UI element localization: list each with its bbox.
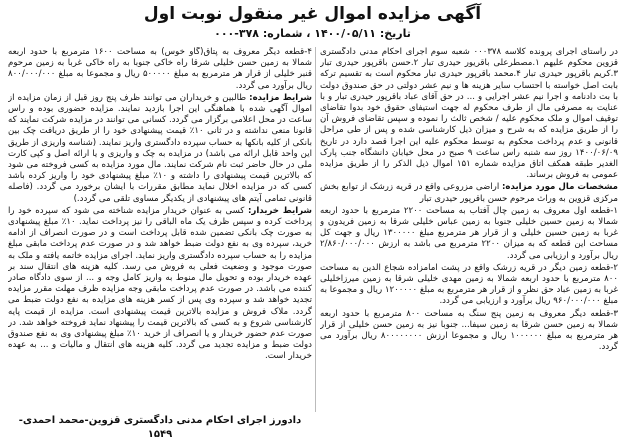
buyer-text: کسی به عنوان خریدار مزایده شناخته می شود که سپرده خود را پرداخت کرده و سپس ظرف یک ماه الباقی را نیز پرداخت نماید. ۱۰٪ مبلغ پیشنهادی به صورت چک بانکی تضمین شده قابل پرداخت است و در صورت انصراف از ادامه خرید، سپرده وی به نفع دولت ضبط خواهد شد و در صورت عدم پرداخت مابقی مبلغ مزایده را به حساب سپرده دادگستری واریز نماید. اجرای مزایده خاتمه یافته و ملک به صورت موجود و وضعیت فعلی به فروش می رسد. کلیه هزینه های انتقال سند بر عهده خریدار بوده و تحویل مال منوط به واریز کامل وجه و ... از سوی دادگاه صادر کننده می باشد. در صورت عدم پرداخت مابقی وجه مزایده ظرف مهلت مقرر مزایده تجدید خواهد شد و سپرده وی پس از کسر هزینه های مزایده به نفع دولت ضبط می گردد. ملاک فروش و مزایده بالاترین قیمت پیشنهادی است. مزایده از قیمت پایه کارشناسی شروع و به کسی که بالاترین قیمت را پیشنهاد نماید فروخته خواهد شد. در صورت عدم حضور خریدار و یا انصراف از خرید ۱۰٪ مبلغ پیشنهادی وی به نفع صندوق دولت ضبط و مزایده تجدید می گردد. کلیه هزینه های انتقال و مالیات و ... به عهده خریدار است. [8, 205, 312, 362]
item-2: ۲-قطعه زمین دیگر در قریه زرشک واقع در پشت امامزاده شجاع الدین به مساحت ۸۰۰ مترمربع با حدود اربعه شمالا به زمین مهدی خلیلی شرقا به زمین میرزاخلیلی غربا به زمین عباد حق نظر و از قرار هر مترمربع به مبلغ ۱۲۰۰۰۰۰ ریال و مجموعا به مبلغ ۹۶۰/۰۰۰/۰۰۰ ریال برآورد و ارزیابی می گردد. [320, 262, 618, 307]
item-4: ۴-قطعه دیگر معروف به پتاق(گاو خوس) به مساحت ۱۶۰۰ مترمربع با حدود اربعه شمالا به زمین حسن خلیلی شرقا راه خاکی جنوبا به راه خاکی غربا به زمین مرحوم قنبر خلیلی از قرار هر مترمربع به مبلغ ۵۰۰۰۰۰ ریال و مجموعا به مبلغ ۸۰۰/۰۰۰/۰۰۰ ریال برآورد می گردد. [8, 47, 312, 91]
buyer-heading: شرایط خریدار: [247, 205, 312, 216]
conditions-paragraph [8, 93, 312, 205]
intro-paragraph: در راستای اجرای پرونده کلاسه ۰۰۰۳۷۸ شعبه سوم اجرای احکام مدنی دادگستری قزوین محکوم علیهم ۱.مصطرعلی باقریور حیدری تبار ۲.حسن باقرپور حیدری تبار ۳.کریم باقرپور حیدری تبار ۴.محمد باقرپور حیدری تبار محکوم است به تقسیم ترکه بابت اصل خواسته با احتساب سایر هزینه ها و نیم عشر دولتی در حق صندوق دولت با بت دادنامه و اجرا نیم عشر اجرایی و ... در حق آقای عباد باقرپور حیدری تبار و با عنایت به مصرفی مال از طرف محکوم له جهت استیفای حقوق خود بدوا تقاضای توقیف اموال و ملک محکوم علیه / شخص ثالث را نموده و سپس تقاضای فروش آن را از طریق مزایده که به شرح و میزان ذیل کارشناسی شده و پس از طی مراحل قانونی و عدم پرداخت محکوم به توسط محکوم علیه این اجرا قصد دارد در تاریخ ۱۴۰۰/۰۶/۰۹ روز سه شنبه راس ساعت ۹ صبح در محل خیابان دانشگاه جنب پارک الغدیر طبقه همکف اتاق مزایده شماره ۱۵۱ اموال ذیل الذکر را از طریق مزایده عمومی به فروش برساند. [320, 47, 618, 181]
spec-heading: مشخصات مال مورد مزایده: [501, 182, 618, 193]
left-column [8, 47, 312, 412]
column-divider [315, 47, 316, 412]
buyer-paragraph [8, 206, 312, 363]
spec-text: اراضی مزروعی واقع در قریه زرشک از توابع بخش مرکزی قزوین به وراث مرحوم حسن باقرپور حیدری تبار [320, 182, 618, 204]
item-3: ۳-قطعه دیگر معروف به زمین پنج سنگ به مساحت ۸۰۰ مترمربع با حدود اربعه شمالا به زمین حسن شرقا به زمین سیفا... جنوبا نیز به زمین حسن خلیلی از قرار هر مترمربع به مبلغ ۱۰۰۰۰۰۰ ریال و مجموعا ارزش ۸۰۰۰۰۰۰۰۰ ریال برآورد می گردد. [320, 308, 618, 353]
signature-line: دادورز اجرای احکام مدنی دادگستری قزوین-محمد احمدی- ۱۵۴۹ [18, 415, 302, 440]
notice-title: آگهی مزایده اموال غیر منقول نوبت اول [143, 4, 482, 24]
right-column [320, 47, 618, 412]
conditions-heading: شرایط مزایده: [249, 92, 312, 103]
item-1: ۱-قطعه اول معروف به زمین چال آفتاب به مساحت ۲۲۰۰ مترمربع با حدود اربعه شمالا به زمین حسین خلیلی جنوبا به زمین عباس خلیلی شرقا به زمین فریدون و غربا به زمین حسین خلیلی و از قرار هر مترمربع مبلغ ۱۳۰۰۰۰۰ ریال و جهت کل مساحت این قطعه که به میزان ۲۲۰۰ مترمربع می باشد به ارزش ۲/۸۶۰/۰۰۰/۰۰۰ ریال برآورد و ارزیابی می گردد. [320, 205, 618, 261]
conditions-text: طالبین و خریداران می توانند ظرف پنج روز قبل از زمان مزایده از اموال آگهی شده با هماهنگی این اجرا بازدید نمایند. مزایده حضوری بوده و راس ساعت در محل اعلامی برگزار می گردد. کسانی می توانند در مزایده شرکت نمایند که قانونا منعی نداشته و در ثانی ۱۰٪ قیمت پیشنهادی خود را از طریق دریافت چک بین بانکی از کلیه بانکها به حساب سپرده دادگستری واریز نمایند. (شناسه واریزی از طریق این واحد قابل ارائه می باشد) در مزایده به چک و واریزی و یا ارائه اصل و کپی کارت ملی در حال حاضر ثبت نام شرکت نمایند. مال مورد مزایده به کسی فروخته می شود که بالاترین قیمت پیشنهادی را داشته و ۱۰٪ مبلغ پیشنهادی خود را واریز کرده باشد کسی که در مزایده اخلال نماید مطابق مقررات با ایشان برخورد می گردد. (فاصله قانونی تمامی آیتم های پیشنهادی از یکدیگر مساوی تلقی می گردد.) [8, 92, 312, 204]
notice-date-number: تاریخ: ۱۴۰۰/۰۵/۱۱ ، شماره: ۳۷۸-۰۰۰ [214, 27, 411, 40]
spec-paragraph [320, 182, 618, 204]
